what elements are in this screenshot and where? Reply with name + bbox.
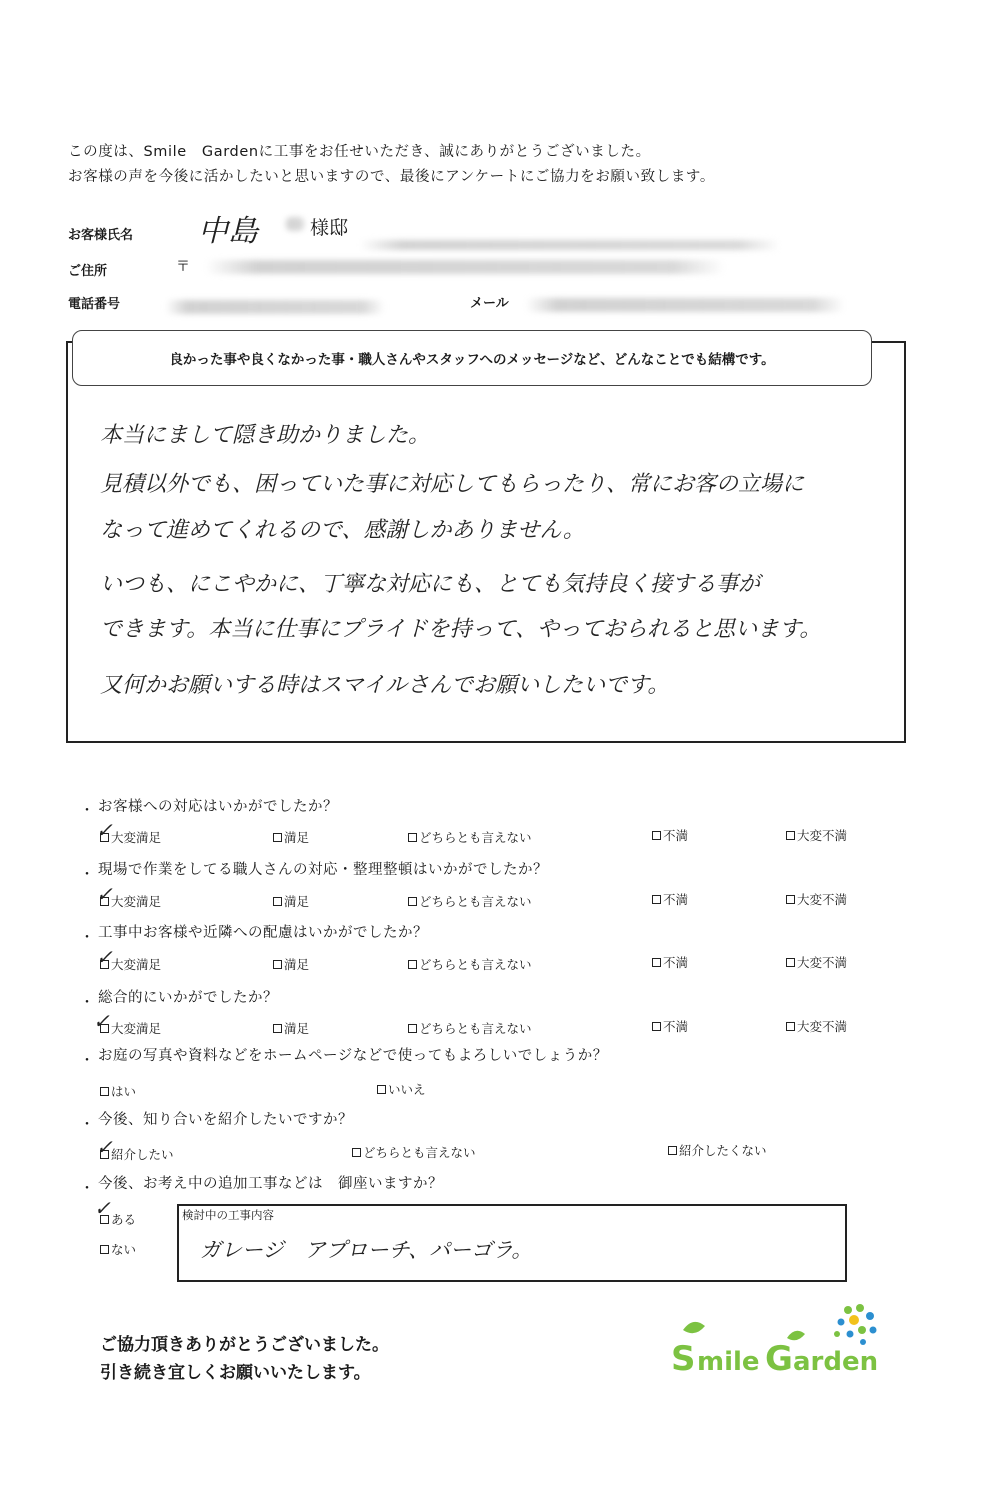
question-1: お客様への対応はいかがでしたか？ — [98, 799, 338, 815]
checkbox[interactable] — [408, 960, 417, 969]
customer-name-suffix: 様邸 — [310, 217, 349, 239]
message-line-4: いつも、にこやかに、丁寧な対応にも、とても気持良く接する事が — [100, 572, 761, 597]
smile-garden-logo — [665, 1300, 905, 1390]
message-line-2: 見積以外でも、困っていた事に対応してもらったり、常にお客の立場に — [100, 472, 805, 497]
name-redaction — [285, 217, 305, 231]
question-5: お庭の写真や資料などをホームページなどで使ってもよろしいでしょうか？ — [98, 1048, 608, 1064]
message-line-3: なって進めてくれるので、感謝しかありません。 — [100, 518, 585, 543]
q6-option-3[interactable]: 紹介したくない — [668, 1141, 767, 1159]
message-line-5: できます。本当に仕事にプライドを持って、やっておられると思います。 — [100, 617, 822, 642]
q4-option-5[interactable]: 大変不満 — [786, 1017, 847, 1035]
q2-option-5[interactable]: 大変不満 — [786, 890, 847, 908]
q2-option-2[interactable]: 満足 — [273, 892, 309, 910]
q4-option-3[interactable]: どちらとも言えない — [408, 1019, 532, 1037]
q4-option-2[interactable]: 満足 — [273, 1019, 309, 1037]
checkbox[interactable] — [652, 831, 661, 840]
checkmark-icon: ✓ — [94, 1196, 111, 1220]
closing-line-1: ご協力頂きありがとうございました。 — [100, 1335, 389, 1355]
question-7: 今後、お考え中の追加工事などは 御座いますか？ — [98, 1176, 443, 1192]
checkbox[interactable] — [786, 895, 795, 904]
checkbox[interactable] — [652, 895, 661, 904]
q3-option-2[interactable]: 満足 — [273, 955, 309, 973]
question-4: 総合的にいかがでしたか？ — [98, 990, 278, 1006]
q3-option-4[interactable]: 不満 — [652, 953, 688, 971]
svg-text:mile: mile — [697, 1347, 760, 1377]
address-redaction — [205, 260, 725, 274]
checkbox[interactable] — [786, 1022, 795, 1031]
closing-line-2: 引き続き宜しくお願いいたします。 — [100, 1363, 371, 1383]
customer-name-value: 中島 — [198, 214, 258, 249]
q1-option-2[interactable]: 満足 — [273, 828, 309, 846]
q5-option-1[interactable]: はい — [100, 1082, 136, 1100]
q3-option-1[interactable]: 大変満足 — [100, 955, 161, 973]
postal-mark: 〒 — [176, 259, 190, 275]
q4-option-4[interactable]: 不満 — [652, 1017, 688, 1035]
checkbox[interactable] — [100, 1087, 109, 1096]
checkmark-icon: ✓ — [96, 1135, 113, 1159]
checkbox[interactable] — [352, 1148, 361, 1157]
q2-option-3[interactable]: どちらとも言えない — [408, 892, 532, 910]
question-6: 今後、知り合いを紹介したいですか？ — [98, 1112, 353, 1128]
q2-option-4[interactable]: 不満 — [652, 890, 688, 908]
bullet: ・ — [80, 1181, 94, 1197]
phone-label: 電話番号 — [68, 297, 121, 312]
checkbox[interactable] — [668, 1146, 677, 1155]
checkmark-icon: ✓ — [96, 882, 113, 906]
checkbox[interactable] — [408, 897, 417, 906]
bullet: ・ — [80, 1053, 94, 1069]
checkbox[interactable] — [786, 831, 795, 840]
q1-option-1[interactable]: 大変満足 — [100, 828, 161, 846]
bullet: ・ — [80, 867, 94, 883]
work-details-value: ガレージ アプローチ、パーゴラ。 — [200, 1238, 533, 1262]
phone-redaction — [165, 300, 385, 314]
checkmark-icon: ✓ — [96, 818, 113, 842]
intro-line-2: お客様の声を今後に活かしたいと思いますので、最後にアンケートにご協力をお願い致します。 — [68, 169, 715, 185]
checkmark-icon: ✓ — [96, 945, 113, 969]
message-header: 良かった事や良くなかった事・職人さんやスタッフへのメッセージなど、どんなことでも結構です。 — [72, 330, 872, 386]
q7-option-1[interactable]: ある — [100, 1210, 136, 1228]
bullet: ・ — [80, 930, 94, 946]
checkbox[interactable] — [408, 1024, 417, 1033]
question-3: 工事中お客様や近隣への配慮はいかがでしたか？ — [98, 925, 428, 941]
bullet: ・ — [80, 803, 94, 819]
q3-option-3[interactable]: どちらとも言えない — [408, 955, 532, 973]
checkbox[interactable] — [273, 1024, 282, 1033]
checkbox[interactable] — [786, 958, 795, 967]
q1-option-3[interactable]: どちらとも言えない — [408, 828, 532, 846]
svg-text:G: G — [765, 1339, 793, 1379]
customer-name-label: お客様氏名 — [68, 228, 134, 243]
checkbox[interactable] — [377, 1085, 386, 1094]
checkbox[interactable] — [100, 1245, 109, 1254]
q3-option-5[interactable]: 大変不満 — [786, 953, 847, 971]
q4-option-1[interactable]: 大変満足 — [100, 1019, 161, 1037]
email-redaction — [525, 298, 845, 312]
address-label: ご住所 — [68, 264, 108, 279]
question-2: 現場で作業をしてる職人さんの対応・整理整頓はいかがでしたか？ — [98, 862, 548, 878]
q1-option-5[interactable]: 大変不満 — [786, 826, 847, 844]
checkbox[interactable] — [652, 958, 661, 967]
checkbox[interactable] — [273, 833, 282, 842]
bullet: ・ — [80, 995, 94, 1011]
svg-text:S: S — [671, 1339, 696, 1379]
checkbox[interactable] — [273, 897, 282, 906]
logo-graphic — [665, 1300, 905, 1390]
q7-option-2[interactable]: ない — [100, 1240, 136, 1258]
checkbox[interactable] — [652, 1022, 661, 1031]
checkbox[interactable] — [408, 833, 417, 842]
checkbox[interactable] — [273, 960, 282, 969]
q6-option-1[interactable]: 紹介したい — [100, 1145, 174, 1163]
q5-option-2[interactable]: いいえ — [377, 1080, 426, 1098]
q1-option-4[interactable]: 不満 — [652, 826, 688, 844]
checkmark-icon: ✓ — [93, 1009, 110, 1033]
intro-line-1: この度は、Smile Gardenに工事をお任せいただき、誠にありがとうございました。 — [68, 144, 651, 160]
email-label: メール — [470, 296, 509, 311]
q6-option-2[interactable]: どちらとも言えない — [352, 1143, 476, 1161]
message-line-6: 又何かお願いする時はスマイルさんでお願いしたいです。 — [100, 673, 670, 698]
bullet: ・ — [80, 1117, 94, 1133]
svg-text:arden: arden — [793, 1347, 879, 1377]
work-details-label: 検討中の工事内容 — [182, 1208, 274, 1222]
message-line-1: 本当にまして隠き助かりました。 — [100, 423, 431, 448]
name-underline-redaction — [360, 240, 780, 250]
q2-option-1[interactable]: 大変満足 — [100, 892, 161, 910]
